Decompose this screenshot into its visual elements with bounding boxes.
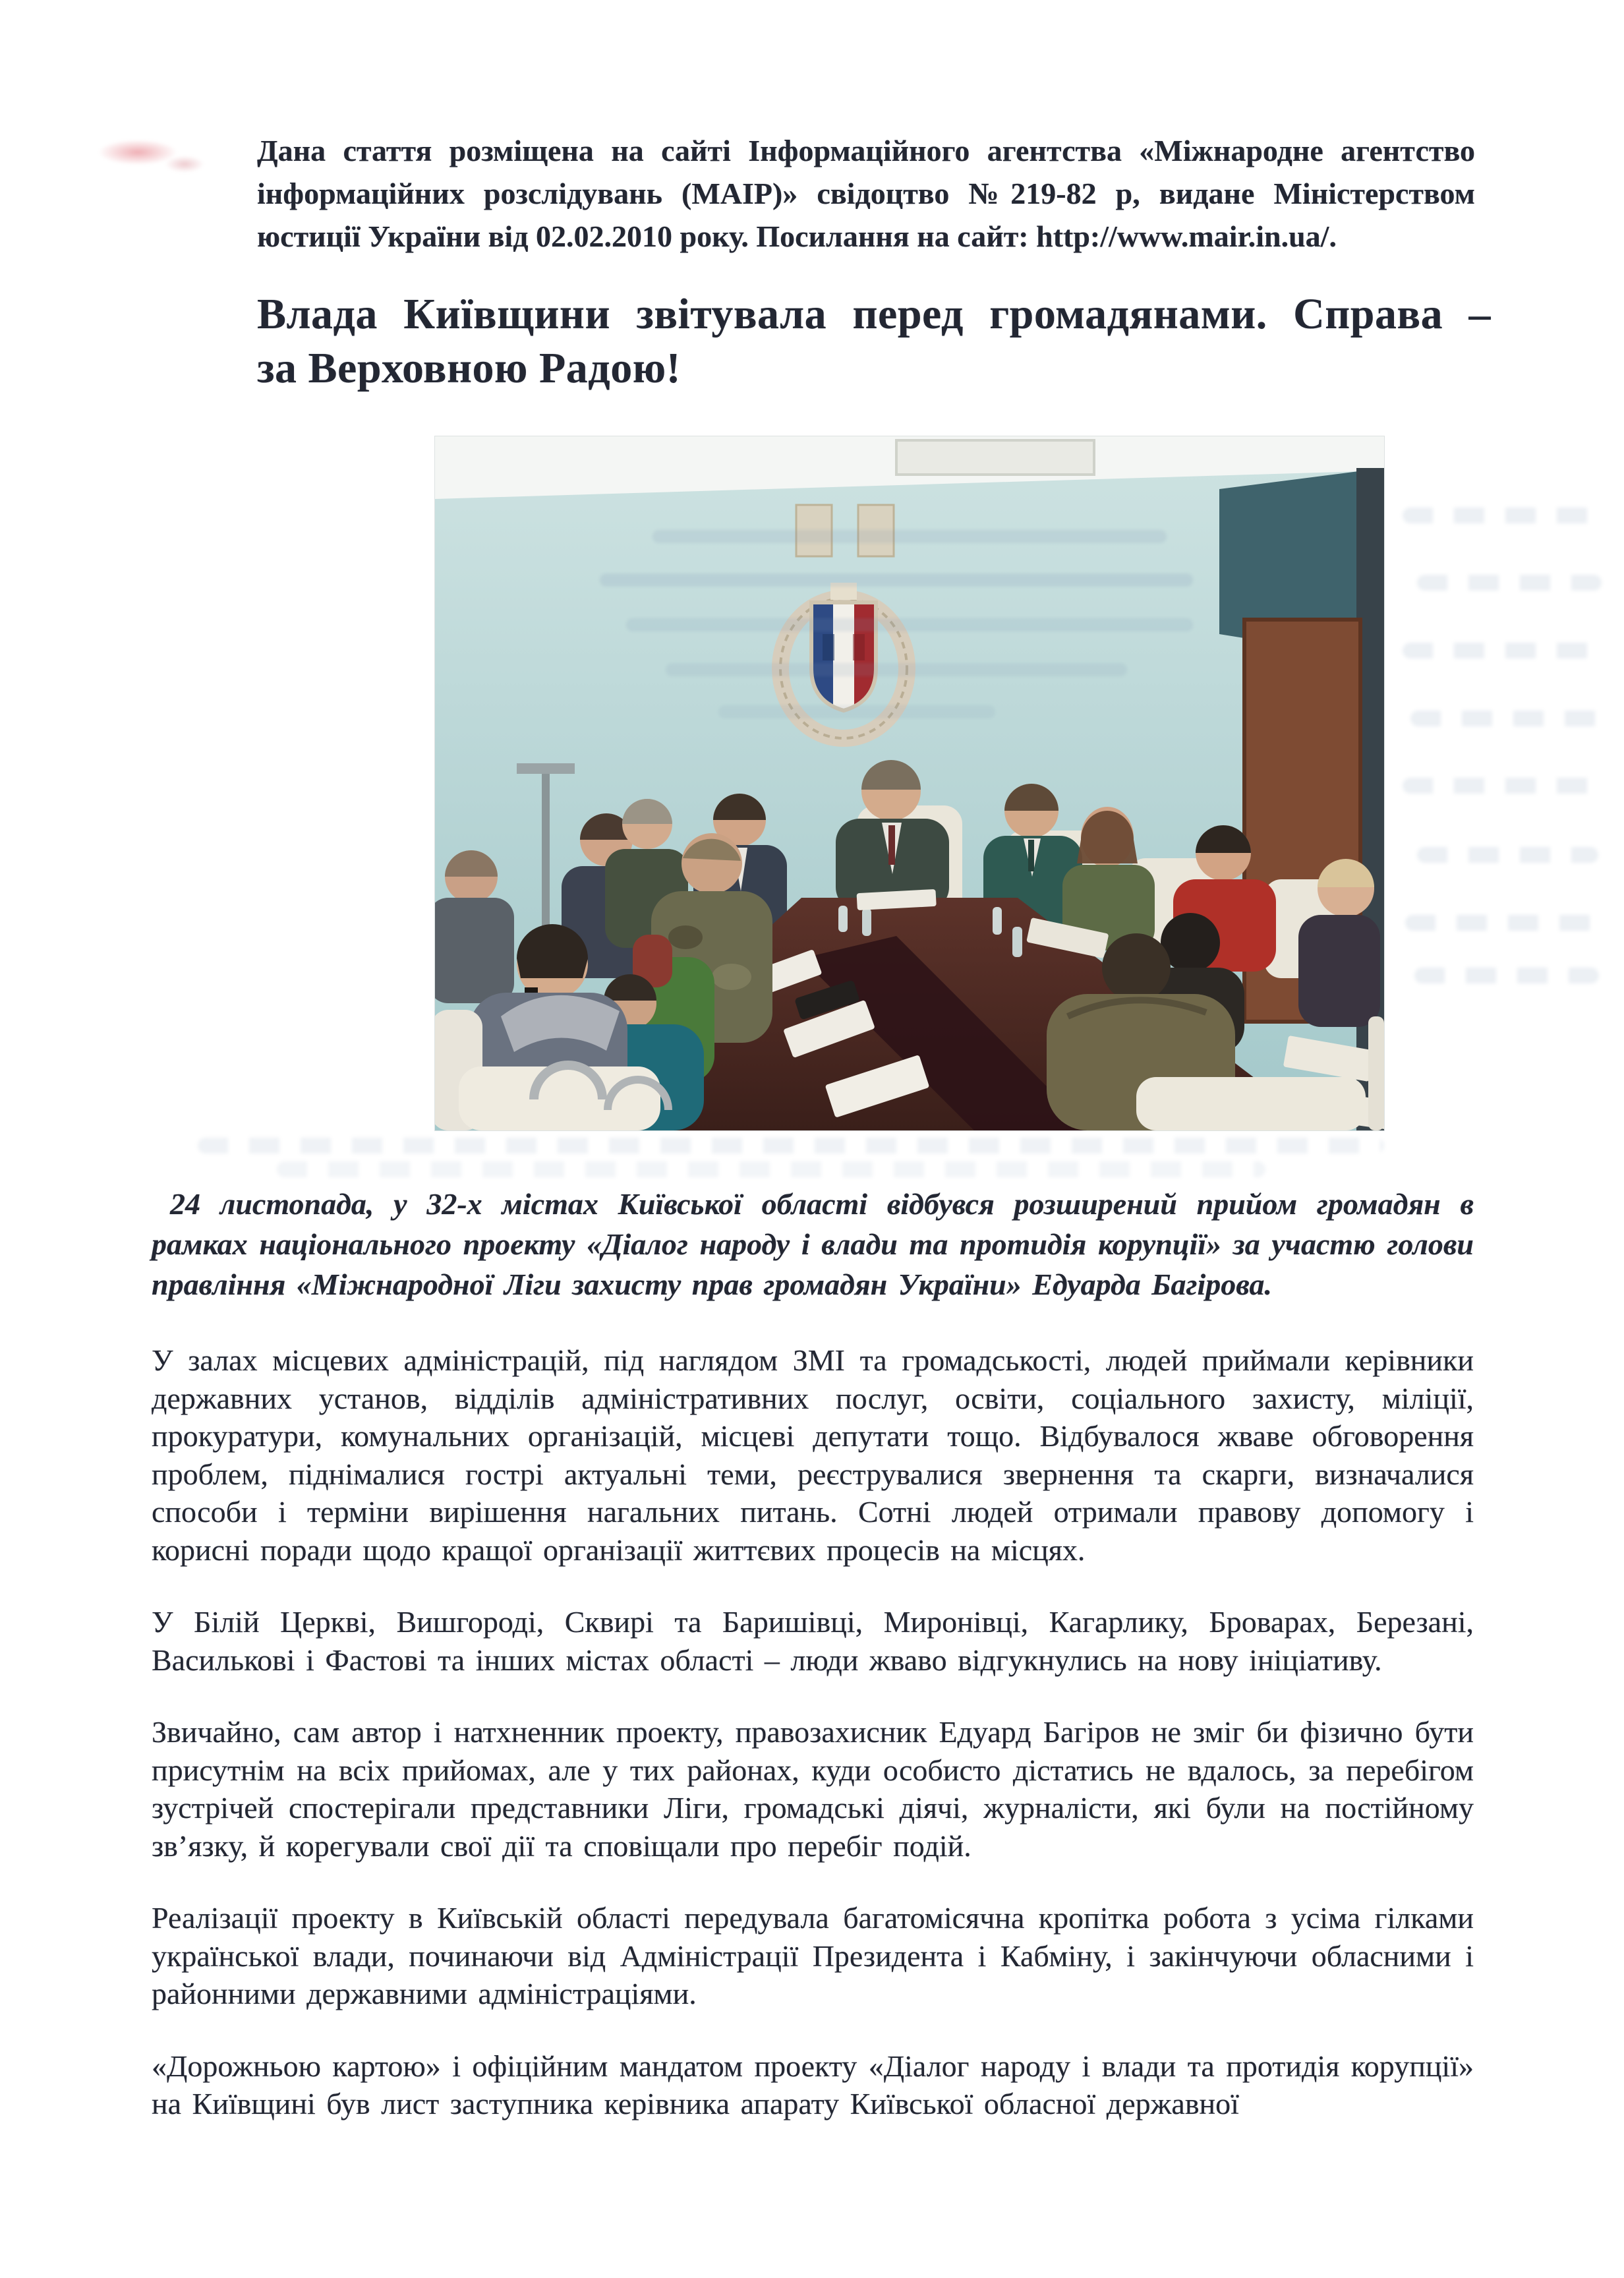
page-title xyxy=(257,287,1491,395)
article-photo xyxy=(435,436,1384,1130)
body-paragraph: «Дорожньою картою» і офіційним мандатом проекту «Діалог народу і влади та протидія корупції» на Київщині був лист заступника керівника апарату Київської обласної державної xyxy=(152,2049,1474,2120)
body-paragraph: Реалізації проекту в Київській області передувала багатомісячна кропітка робота з усіма гілками української влади, починаючи від Адміністрації Президента і Кабміну, і закінчуючи обласними і районними державними адміністраціями. xyxy=(152,1901,1474,2010)
ceiling-light xyxy=(896,440,1094,475)
red-ink-smudge xyxy=(165,156,204,173)
body-paragraph: У Білій Церкві, Вишгороді, Сквирі та Баришівці, Миронівці, Кагарлику, Броварах, Березані, Василькові і Фастові та інших містах області – люди жваво відгукнулись на нову ініціативу. xyxy=(152,1605,1474,1677)
title-line: Влада Київщини звітувала перед громадянами. Справа – xyxy=(257,290,1491,338)
conference-room-scene xyxy=(435,436,1384,1130)
article-body xyxy=(152,1184,1474,2157)
header-note-line: Дана стаття розміщена на сайті Інформаційного агентства «Міжнародне агентство xyxy=(257,134,1475,167)
lead-paragraph: 24 листопада, у 32-х містах Київської області відбувся розширений прийом громадян в рамках національного проекту «Діалог народу і влади та протидія корупції» за участю голови правління «Міжнародної Ліги захисту прав громадян України» Едуарда Багірова. xyxy=(152,1187,1474,1301)
header-note xyxy=(257,129,1475,258)
body-paragraph: У залах місцевих адміністрацій, під наглядом ЗМІ та громадськості, людей приймали керівники державних установ, відділів адміністративних послуг, освіти, соціального захисту, міліції, прокуратури, комунальних організацій, місцеві депутати тощо. Відбувалося жваве обговорення проблем, піднімалися гострі актуальні теми, реєструвалися звернення та скарги, визначалися способи і терміни вирішення нагальних питань. Сотні людей отримали правову допомогу і корисні поради щодо кращої організації життєвих процесів на місцях. xyxy=(152,1343,1474,1567)
body-paragraph: Звичайно, сам автор і натхненник проекту, правозахисник Едуард Багіров не зміг би фізично бути присутнім на всіх прийомах, але у тих районах, куди особисто дістатись не вдалось, за перебігом зустрічей спостерігали представники Ліги, громадські діячі, журналісти, які були на постійному зв’язку, й корегували свої дії та сповіщали про перебіг подій. xyxy=(152,1715,1474,1863)
header-note-line: юстиції України від 02.02.2010 року. Посилання на сайт: http://www.mair.in.ua/. xyxy=(257,219,1337,253)
header-note-line: інформаційних розслідувань (МАІР)» свідоцтво №219-82 р, видане Міністерством xyxy=(257,177,1475,210)
title-line: за Верховною Радою! xyxy=(257,344,682,392)
